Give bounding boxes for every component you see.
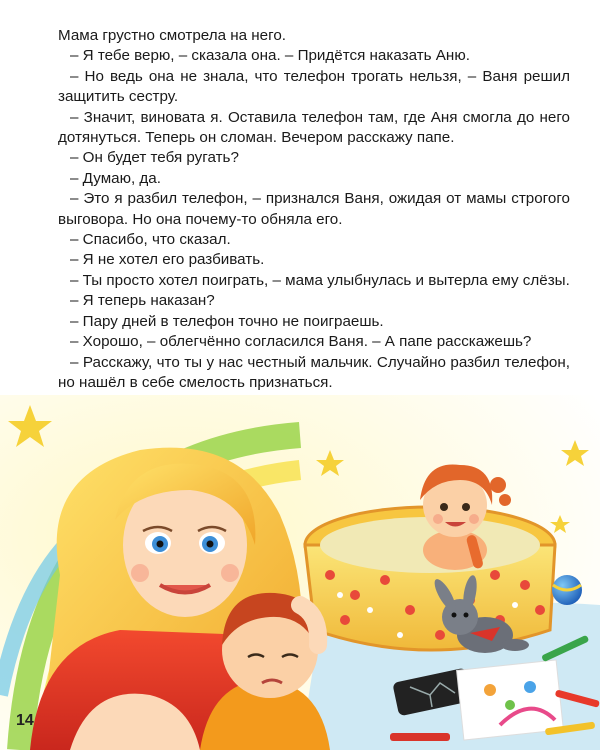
paragraph-10: – Ты просто хотел поиграть, – мама улыбнулась и вытерла ему слёзы. [70,271,570,289]
paragraph-2: – Я тебе верю, – сказала она. – Придётся наказать Аню. [70,47,470,65]
paragraph-6: – Думаю, да. [70,169,161,187]
paragraph-8: – Спасибо, что сказал. [70,231,231,249]
paragraph-9: – Я не хотел его разбивать. [70,251,265,269]
paragraph-13: – Хорошо, – облегчённо согласился Ваня. – А папе расскажешь? [70,333,532,351]
paragraph-5: – Он будет тебя ругать? [70,149,239,167]
paragraph-12: – Пару дней в телефон точно не поиграешь. [70,312,384,330]
paragraph-14: – Расскажу, что ты у нас честный мальчик. Случайно разбил телефон, но нашёл в себе смелость признаться. [58,353,570,391]
story-text [58,26,570,414]
paragraph-3: – Но ведь она не знала, что телефон трогать нельзя, – Ваня решил защитить сестру. [58,67,570,106]
drawing-paper [457,660,564,740]
paragraph-7: – Это я разбил телефон, – признался Ваня, ожидая от мамы строгого выговора. Но она почему-то обняла его. [58,190,570,228]
page-number: 14 [16,712,34,729]
paragraph-11: – Я теперь наказан? [70,292,215,310]
paragraph-1: Мама грустно смотрела на него. [58,27,286,44]
story-illustration [0,395,600,750]
paragraph-4: – Значит, виновата я. Оставила телефон там, где Аня смогла до него дотянуться. Теперь он сломан. Вечером расскажу папе. [58,108,570,147]
playpen [305,507,555,650]
